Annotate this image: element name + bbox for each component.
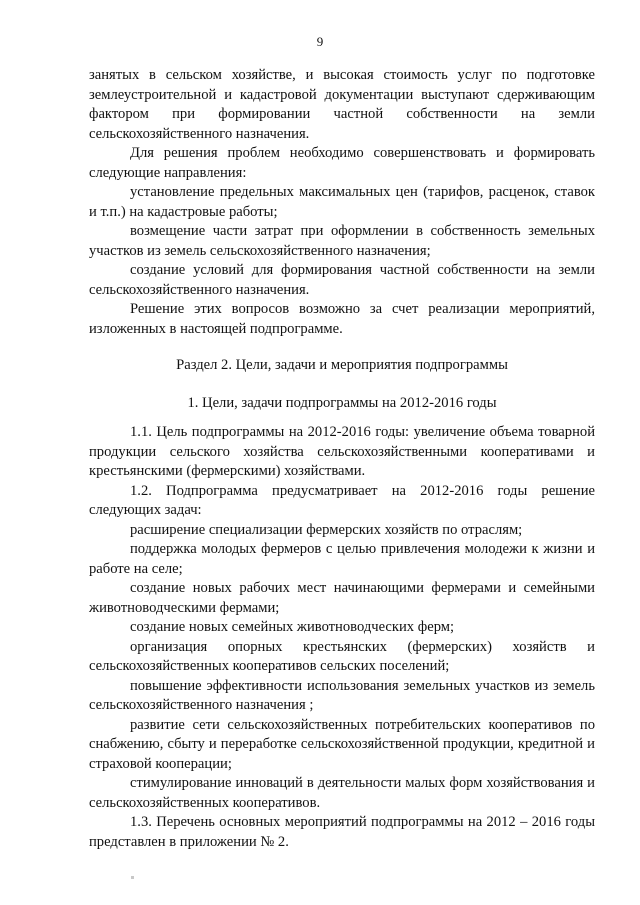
- list-item: создание условий для формирования частной собственности на земли сельскохозяйственного назначения.: [89, 262, 595, 298]
- paragraph: Решение этих вопросов возможно за счет реализации мероприятий, изложенных в настоящей подпрограмме.: [89, 301, 595, 337]
- list-item: развитие сети сельскохозяйственных потребительских кооперативов по снабжению, сбыту и переработке сельскохозяйственной продукции, кредитной и страховой кооперации;: [89, 716, 595, 772]
- list-item: организация опорных крестьянских (фермерских) хозяйств и сельскохозяйственных кооперативов сельских поселений;: [89, 638, 595, 674]
- paragraph: 1.3. Перечень основных мероприятий подпрограммы на 2012 – 2016 годы представлен в приложении № 2.: [89, 814, 595, 850]
- list-item: стимулирование инноваций в деятельности малых форм хозяйствования и сельскохозяйственных кооперативов.: [89, 775, 595, 811]
- list-item: повышение эффективности использования земельных участков из земель сельскохозяйственного назначения ;: [89, 677, 595, 713]
- paragraph: занятых в сельском хозяйстве, и высокая стоимость услуг по подготовке землеустроительной и кадастровой документации выступают сдерживающим фактором при формировании частной собственности на земли сельскохозяйственного назначения.: [89, 67, 595, 142]
- list-item: расширение специализации фермерских хозяйств по отраслям;: [130, 521, 523, 538]
- list-item: поддержка молодых фермеров с целью привлечения молодежи к жизни и работе на селе;: [89, 541, 595, 577]
- paragraph: Для решения проблем необходимо совершенствовать и формировать следующие направления:: [89, 145, 595, 181]
- subsection-heading: 1. Цели, задачи подпрограммы на 2012-2016 годы: [187, 394, 497, 411]
- page-number: 9: [316, 34, 324, 49]
- list-item: создание новых семейных животноводческих ферм;: [130, 619, 455, 635]
- list-item: возмещение части затрат при оформлении в собственность земельных участков из земель сельскохозяйственного назначения;: [89, 223, 595, 259]
- list-item: установление предельных максимальных цен (тарифов, расценок, ставок и т.п.) на кадастровые работы;: [89, 184, 595, 220]
- section-heading: Раздел 2. Цели, задачи и мероприятия подпрограммы: [176, 357, 508, 373]
- paragraph: 1.2. Подпрограмма предусматривает на 2012-2016 годы решение следующих задач:: [89, 482, 595, 518]
- scan-speck: [131, 876, 134, 879]
- page-body: [89, 66, 595, 852]
- paragraph: 1.1. Цель подпрограммы на 2012-2016 годы: увеличение объема товарной продукции сельского хозяйства сельскохозяйственными кооперативами и крестьянскими (фермерскими) хозяйствами.: [89, 424, 595, 479]
- list-item: создание новых рабочих мест начинающими фермерами и семейными животноводческими фермами;: [89, 580, 595, 616]
